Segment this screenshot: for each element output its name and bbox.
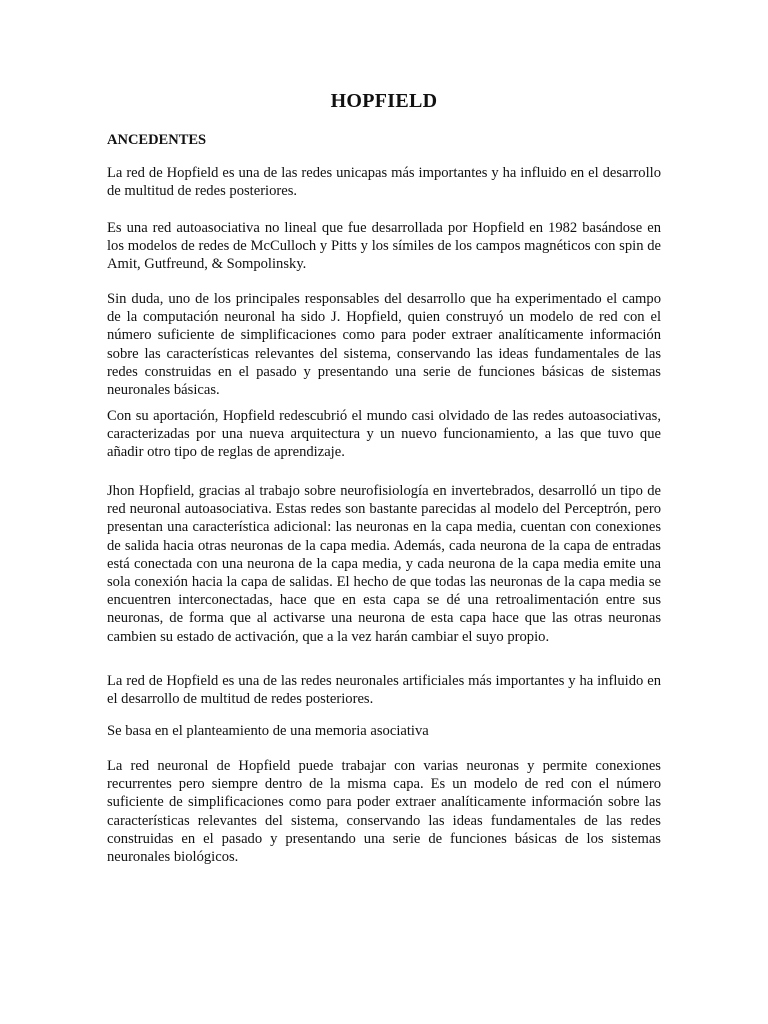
paragraph-6: La red de Hopfield es una de las redes neuronales artificiales más importantes y ha influido en el desarrollo de multitud de redes posteriores. [107, 673, 661, 708]
paragraph-8: La red neuronal de Hopfield puede trabajar con varias neuronas y permite conexiones recurrentes pero siempre dentro de la misma capa. Es un modelo de red con el número suficiente de simplificaciones como para poder extraer analíticamente información sobre las características relevantes del sistema, conservando las ideas fundamentales de las redes construidas en el pasado y presentando una serie de funciones básicas de los sistemas neuronales biológicos. [107, 758, 661, 866]
page-title: HOPFIELD [330, 90, 438, 112]
paragraph-7: Se basa en el planteamiento de una memoria asociativa [107, 723, 429, 739]
paragraph-3: Sin duda, uno de los principales responsables del desarrollo que ha experimentado el campo de la computación neuronal ha sido J. Hopfield, quien construyó un modelo de red con el número suficiente de simplificaciones como para poder extraer analíticamente información sobre las características relevantes del sistema, conservando las ideas fundamentales de las redes construidas en el pasado y presentando una serie de funciones básicas de sistemas neuronales básicas. [107, 291, 661, 399]
paragraph-4: Con su aportación, Hopfield redescubrió el mundo casi olvidado de las redes autoasociativas, caracterizadas por una nueva arquitectura y un nuevo funcionamiento, a las que tuvo que añadir otro tipo de reglas de aprendizaje. [107, 408, 661, 461]
paragraph-5: Jhon Hopfield, gracias al trabajo sobre neurofisiología en invertebrados, desarrolló un tipo de red neuronal autoasociativa. Estas redes son bastante parecidas al modelo del Perceptrón, pero presentan una característica adicional: las neuronas en la capa media, cuentan con conexiones de salida hacia otras neuronas de la capa media. Además, cada neurona de la capa de entradas está conectada con una neurona de la capa media, y cada neurona de la capa media emite una sola conexión hacia la capa de salidas. El hecho de que todas las neuronas de la capa media se encuentren interconectadas, hace que en esta capa se dé una retroalimentación entre sus neuronas, de forma que al activarse una neurona de esta capa hace que las otras neuronas cambien su estado de activación, que a la vez harán cambiar el suyo propio. [107, 483, 661, 645]
paragraph-2: Es una red autoasociativa no lineal que fue desarrollada por Hopfield en 1982 basándose en los modelos de redes de McCulloch y Pitts y los símiles de los campos magnéticos con spin de Amit, Gutfreund, & Sompolinsky. [107, 220, 661, 273]
section-heading: ANCEDENTES [107, 132, 207, 148]
paragraph-1: La red de Hopfield es una de las redes unicapas más importantes y ha influido en el desarrollo de multitud de redes posteriores. [107, 165, 661, 200]
